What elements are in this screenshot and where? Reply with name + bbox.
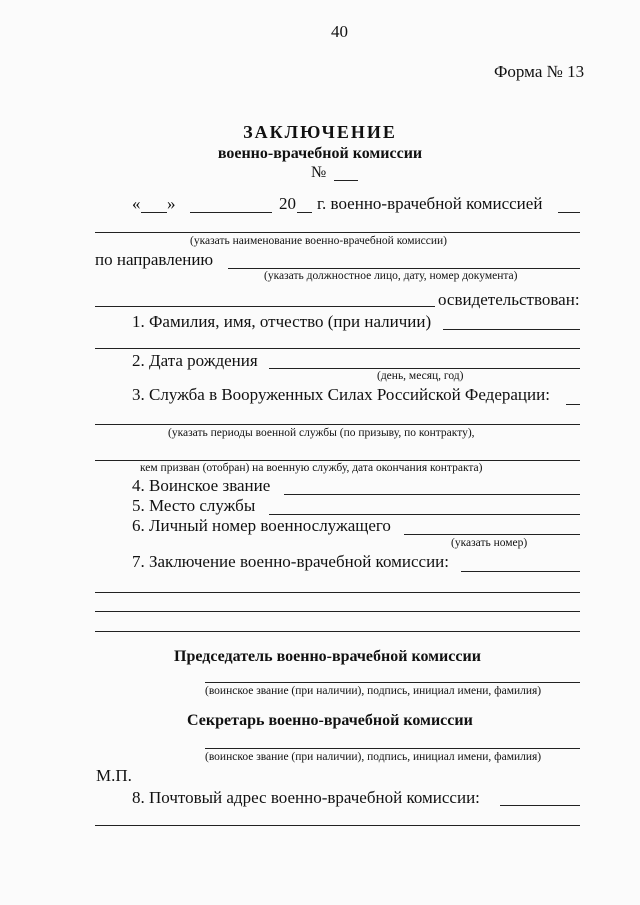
- referral-hint: (указать должностное лицо, дату, номер документа): [264, 270, 518, 282]
- referral-field[interactable]: [228, 268, 580, 269]
- service-field-start[interactable]: [566, 404, 580, 405]
- postal-address-field[interactable]: [500, 805, 580, 806]
- month-field[interactable]: [190, 212, 272, 213]
- conscripted-hint: кем призван (отобран) на военную службу, дата окончания контракта): [140, 462, 483, 474]
- item-full-name-label: 1. Фамилия, имя, отчество (при наличии): [132, 312, 432, 331]
- full-name-field[interactable]: [443, 329, 580, 330]
- stamp-place: М.П.: [96, 766, 132, 785]
- commission-name-hint: (указать наименование военно-врачебной комиссии): [190, 235, 448, 247]
- document-subtitle: военно-врачебной комиссии: [217, 145, 423, 162]
- secretary-signature-field[interactable]: [205, 748, 580, 749]
- examined-field[interactable]: [95, 306, 435, 307]
- quote-close: »: [167, 194, 176, 213]
- number-field[interactable]: [334, 180, 358, 181]
- service-periods-field[interactable]: [95, 424, 580, 425]
- referral-label: по направлению: [95, 250, 214, 269]
- conclusion-line-2[interactable]: [95, 592, 580, 593]
- year-prefix: 20: [279, 194, 296, 213]
- item-birth-date-label: 2. Дата рождения: [132, 351, 258, 370]
- personal-number-field[interactable]: [404, 534, 580, 535]
- conclusion-line-4[interactable]: [95, 631, 580, 632]
- secretary-signature-hint: (воинское звание (при наличии), подпись, инициал имени, фамилия): [205, 751, 542, 763]
- service-periods-hint: (указать периоды военной службы (по призыву, по контракту),: [168, 427, 475, 439]
- conscripted-field[interactable]: [95, 460, 580, 461]
- item-postal-address-label: 8. Почтовый адрес военно-врачебной комиссии:: [132, 788, 480, 807]
- secretary-title: Секретарь военно-врачебной комиссии: [187, 712, 473, 729]
- number-label: №: [311, 164, 327, 181]
- personal-number-hint: (указать номер): [451, 537, 528, 549]
- item-personal-number-label: 6. Личный номер военнослужащего: [132, 516, 391, 535]
- form-label: Форма № 13: [494, 62, 585, 81]
- conclusion-line-3[interactable]: [95, 611, 580, 612]
- rank-field[interactable]: [284, 494, 580, 495]
- quote-open: «: [132, 194, 141, 213]
- commission-name-field[interactable]: [95, 232, 580, 233]
- item-rank-label: 4. Воинское звание: [132, 476, 271, 495]
- commission-field-start[interactable]: [558, 212, 580, 213]
- full-name-field-continued[interactable]: [95, 348, 580, 349]
- chairman-signature-field[interactable]: [205, 682, 580, 683]
- page-number: 40: [331, 22, 348, 41]
- item-conclusion-label: 7. Заключение военно-врачебной комиссии:: [132, 552, 449, 571]
- item-service-label: 3. Служба в Вооруженных Силах Российской Федерации:: [132, 385, 550, 404]
- postal-address-field-continued[interactable]: [95, 825, 580, 826]
- date-suffix: г. военно-врачебной комиссией: [317, 194, 543, 213]
- document-title: ЗАКЛЮЧЕНИЕ: [243, 122, 397, 142]
- chairman-signature-hint: (воинское звание (при наличии), подпись, инициал имени, фамилия): [205, 685, 542, 697]
- item-duty-station-label: 5. Место службы: [132, 496, 256, 515]
- conclusion-field[interactable]: [461, 571, 580, 572]
- day-field[interactable]: [141, 212, 167, 213]
- examined-label: освидетельствован:: [438, 290, 580, 309]
- birth-date-hint: (день, месяц, год): [377, 370, 464, 382]
- duty-station-field[interactable]: [269, 514, 580, 515]
- chairman-title: Председатель военно-врачебной комиссии: [174, 648, 481, 665]
- year-field[interactable]: [297, 212, 312, 213]
- birth-date-field[interactable]: [269, 368, 580, 369]
